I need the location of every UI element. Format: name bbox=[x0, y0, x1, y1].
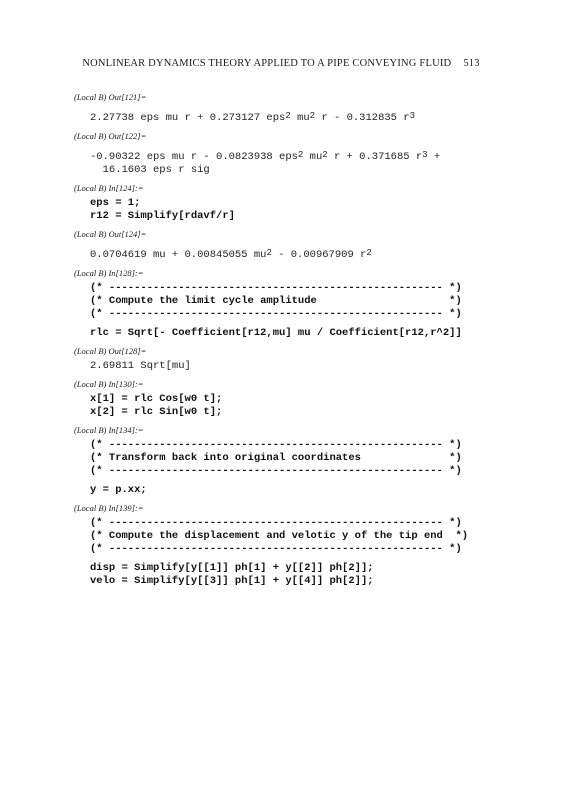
input-line[interactable]: x[2] = rlc Sin[w0 t]; bbox=[90, 406, 223, 418]
cell-label: (Local B) Out[122]= bbox=[74, 131, 147, 141]
comment-rule[interactable]: (* ----------------------------------------------------- *) bbox=[90, 439, 462, 451]
running-header bbox=[0, 58, 562, 69]
input-line[interactable]: disp = Simplify[y[[1]] ph[1] + y[[2]] ph[2]]; bbox=[90, 562, 374, 574]
cell-in-134 bbox=[74, 425, 504, 497]
cell-label: (Local B) In[124]:= bbox=[74, 183, 144, 193]
comment-text[interactable]: (* Transform back into original coordinates *) bbox=[90, 452, 462, 464]
cell-label: (Local B) Out[124]= bbox=[74, 229, 147, 239]
cell-out-124 bbox=[74, 229, 504, 262]
cell-in-124 bbox=[74, 183, 504, 223]
input-line[interactable]: y = p.xx; bbox=[90, 484, 147, 496]
input-line[interactable]: r12 = Simplify[rdavf/r] bbox=[90, 210, 235, 222]
input-line[interactable]: rlc = Sqrt[- Coefficient[r12,mu] mu / Coefficient[r12,r^2]] bbox=[90, 327, 462, 339]
output-expression-line2: 16.1603 eps r sig bbox=[90, 164, 210, 176]
input-line[interactable]: velo = Simplify[y[[3]] ph[1] + y[[4]] ph[2]]; bbox=[90, 575, 374, 587]
cell-label: (Local B) In[128]:= bbox=[74, 268, 144, 278]
page-number: 513 bbox=[463, 58, 480, 69]
header-title: NONLINEAR DYNAMICS THEORY APPLIED TO A PIPE CONVEYING FLUID bbox=[82, 58, 452, 69]
output-expression: 0.0704619 mu + 0.00845055 $mu^2 - 0.00967909$ $r^2$ bbox=[90, 248, 372, 261]
comment-rule[interactable]: (* ----------------------------------------------------- *) bbox=[90, 543, 462, 555]
input-line[interactable]: eps = 1; bbox=[90, 197, 141, 209]
cell-in-139 bbox=[74, 503, 504, 588]
notebook-content bbox=[74, 92, 504, 594]
comment-rule[interactable]: (* ----------------------------------------------------- *) bbox=[90, 308, 462, 320]
cell-label: (Local B) In[139]:= bbox=[74, 503, 144, 513]
cell-label: (Local B) In[134]:= bbox=[74, 425, 144, 435]
cell-out-122 bbox=[74, 131, 504, 177]
cell-out-121 bbox=[74, 92, 504, 125]
cell-out-128 bbox=[74, 346, 504, 373]
output-expression: 2.69811 Sqrt[mu] bbox=[90, 360, 191, 372]
comment-text[interactable]: (* Compute the displacement and velotic y of the tip end *) bbox=[90, 530, 469, 542]
output-expression: 2.27738 eps mu r + 0.273127 eps$^2$ $mu^2$ r - 0.312835 $r^3$ bbox=[90, 111, 415, 124]
comment-text[interactable]: (* Compute the limit cycle amplitude *) bbox=[90, 295, 462, 307]
cell-label: (Local B) In[130]:= bbox=[74, 379, 144, 389]
cell-label: (Local B) Out[128]= bbox=[74, 346, 147, 356]
output-expression: -0.90322 eps mu r - 0.0823938 eps$^2$ $mu^2$ r + 0.371685 $r^3$ + bbox=[90, 150, 441, 163]
cell-label: (Local B) Out[121]= bbox=[74, 92, 147, 102]
comment-rule[interactable]: (* ----------------------------------------------------- *) bbox=[90, 465, 462, 477]
cell-in-130 bbox=[74, 379, 504, 419]
input-line[interactable]: x[1] = rlc Cos[w0 t]; bbox=[90, 393, 223, 405]
comment-rule[interactable]: (* ----------------------------------------------------- *) bbox=[90, 282, 462, 294]
cell-in-128 bbox=[74, 268, 504, 340]
comment-rule[interactable]: (* ----------------------------------------------------- *) bbox=[90, 517, 462, 529]
